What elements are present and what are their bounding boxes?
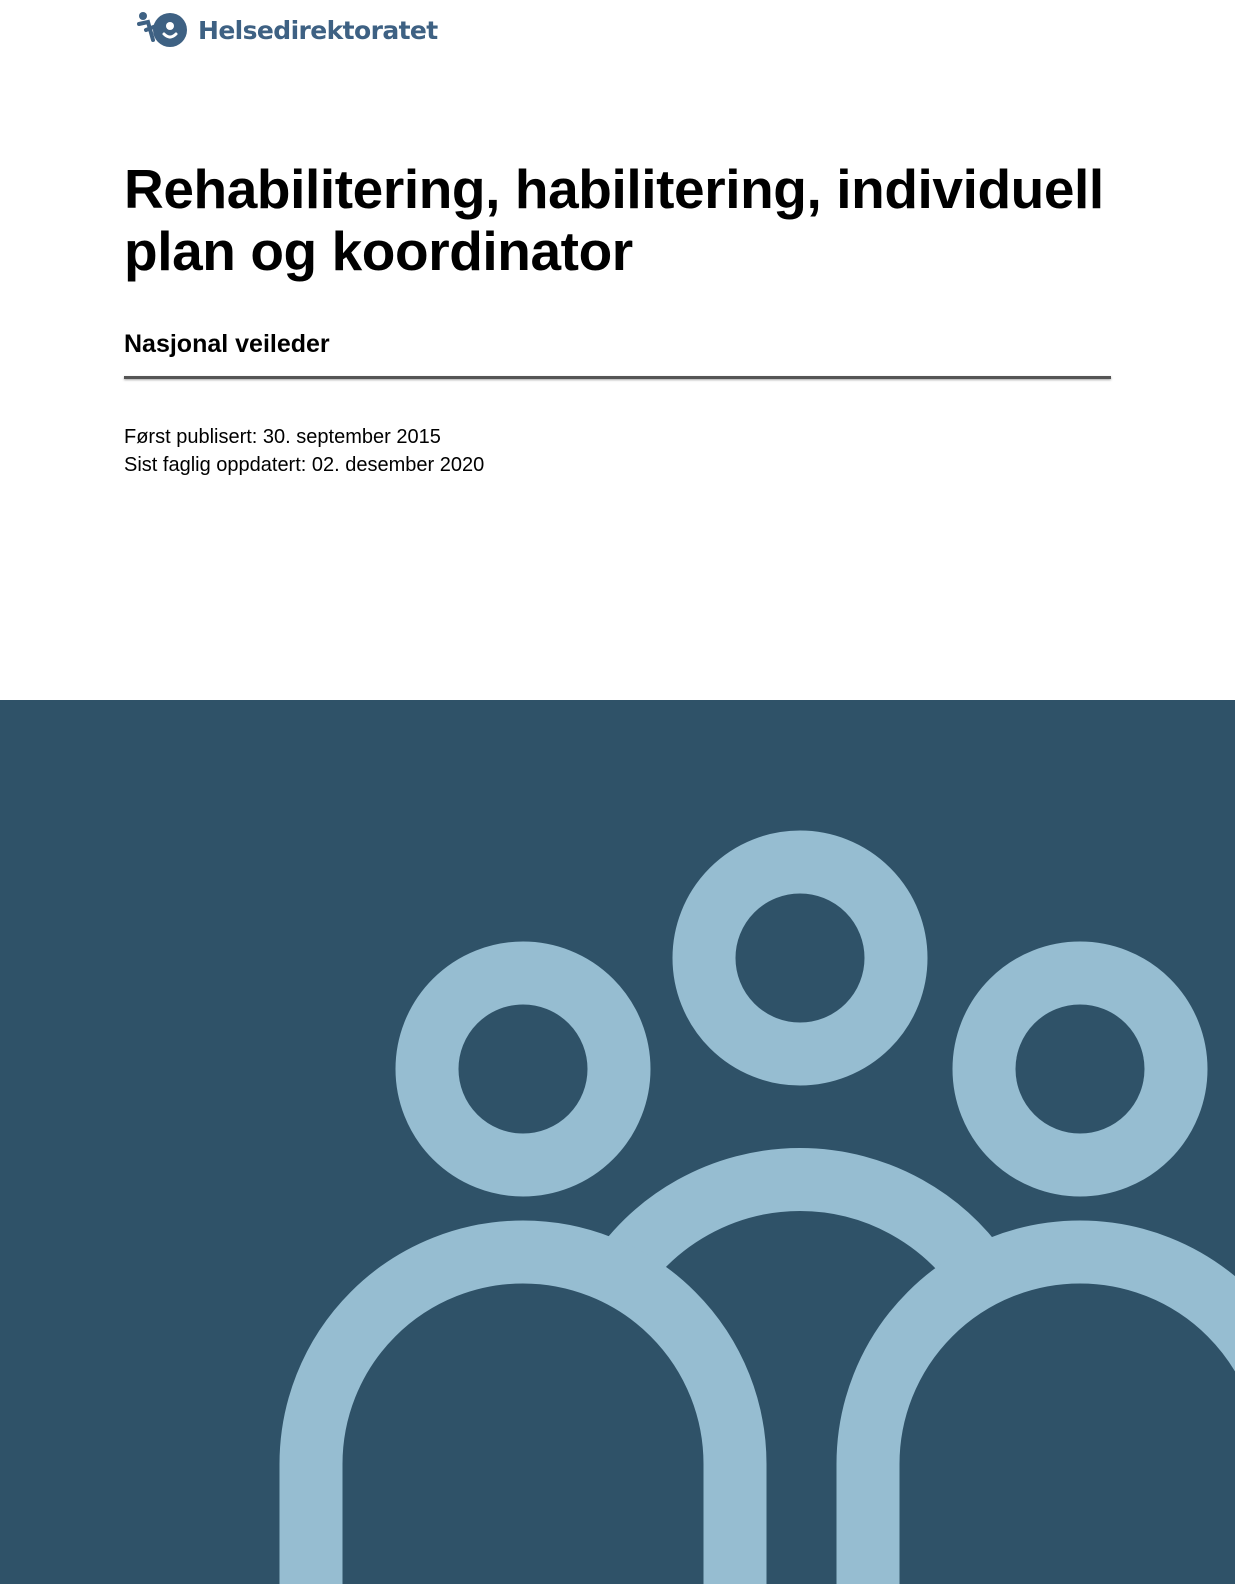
first-published: Først publisert: 30. september 2015 [124,426,441,448]
brand-name: Helsedirektoratet [198,15,438,45]
people-group-icon [0,700,1235,1584]
helsedirektoratet-logo-icon [136,10,192,50]
document-title: Rehabilitering, habilitering, individuell plan og koordinator [124,158,1104,282]
cover-illustration [0,700,1235,1584]
title-divider [124,376,1111,379]
document-subtitle: Nasjonal veileder [124,330,330,358]
brand-logo [136,10,438,50]
last-updated: Sist faglig oppdatert: 02. desember 2020 [124,454,485,476]
publication-info [124,423,484,479]
